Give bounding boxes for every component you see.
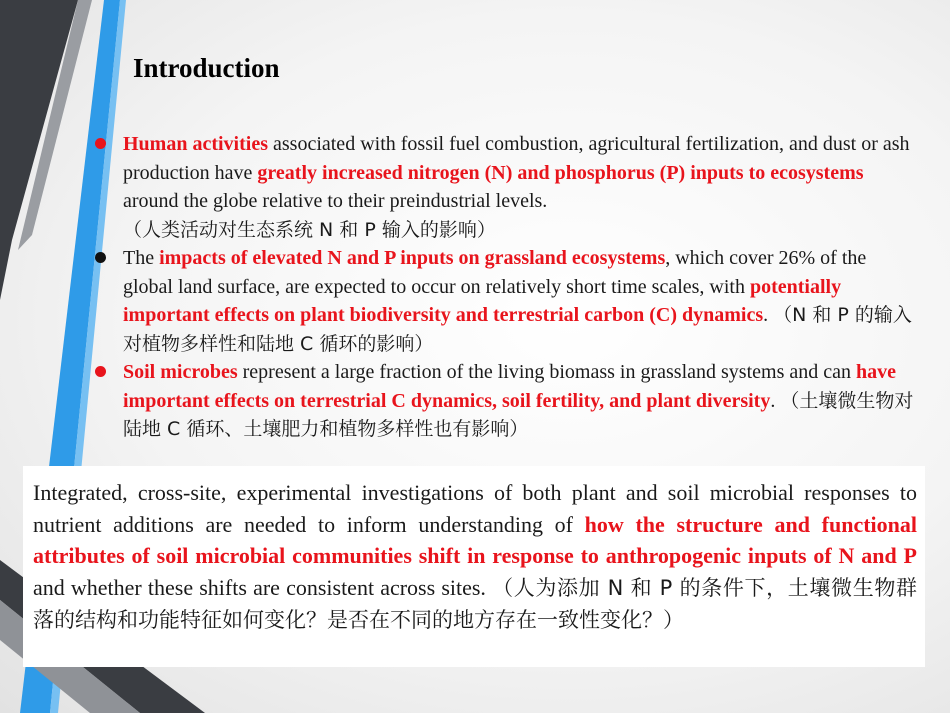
bullet-item xyxy=(95,358,915,444)
slide-title: Introduction xyxy=(133,53,280,83)
bullet-dot-icon xyxy=(95,138,106,149)
body-text: and whether these shifts are consistent across sites. xyxy=(33,574,493,600)
bullet-list xyxy=(95,130,915,444)
chinese-note: （N 和 P 的输入对植物多样性和陆地 C 循环的影响） xyxy=(123,304,912,355)
bullet-dot-icon xyxy=(95,366,106,377)
highlighted-text: impacts of elevated N and P inputs on grassland ecosystems xyxy=(159,247,666,269)
chinese-note: （土壤微生物对陆地 C 循环、土壤肥力和植物多样性也有影响） xyxy=(123,389,914,440)
body-text: around the globe relative to their preindustrial levels. xyxy=(123,190,548,212)
body-text: The xyxy=(123,247,160,269)
bullet-dot-icon xyxy=(95,252,106,263)
dark-stripe-top xyxy=(0,0,78,300)
highlighted-text: how the structure and functional attributes of soil microbial communities shift in response to anthropogenic inputs of N and P xyxy=(33,511,917,568)
highlighted-text: Human activities xyxy=(123,133,268,155)
body-text: represent a large fraction of the living biomass in grassland systems and can xyxy=(237,361,856,383)
body-text: , which cover 26% of the global land surface, are expected to occur on relatively short time scales, with xyxy=(123,247,867,298)
highlighted-text: potentially important effects on plant biodiversity and terrestrial carbon (C) dynamics xyxy=(123,275,842,326)
summary-box xyxy=(23,466,925,667)
body-text: . xyxy=(770,389,781,412)
bullet-item xyxy=(95,244,915,358)
body-text: Integrated, cross-site, experimental investigations of both plant and soil microbial responses to nutrient additions are needed to inform understanding of xyxy=(33,480,917,537)
body-text: . xyxy=(763,304,774,326)
highlighted-text: greatly increased nitrogen (N) and phosphorus (P) inputs to ecosystems xyxy=(257,161,864,184)
highlighted-text: have important effects on terrestrial C dynamics, soil fertility, and plant diversity xyxy=(123,361,896,412)
chinese-note: （人类活动对生态系统 N 和 P 输入的影响） xyxy=(123,218,496,241)
body-text: associated with fossil fuel combustion, agricultural fertilization, and dust or ash production have xyxy=(123,133,910,184)
chinese-note: （人为添加 N 和 P 的条件下，土壤微生物群落的结构和功能特征如何变化？是否在不同的地方存在一致性变化？） xyxy=(33,575,917,632)
bullet-item xyxy=(95,130,915,244)
highlighted-text: Soil microbes xyxy=(123,361,238,383)
